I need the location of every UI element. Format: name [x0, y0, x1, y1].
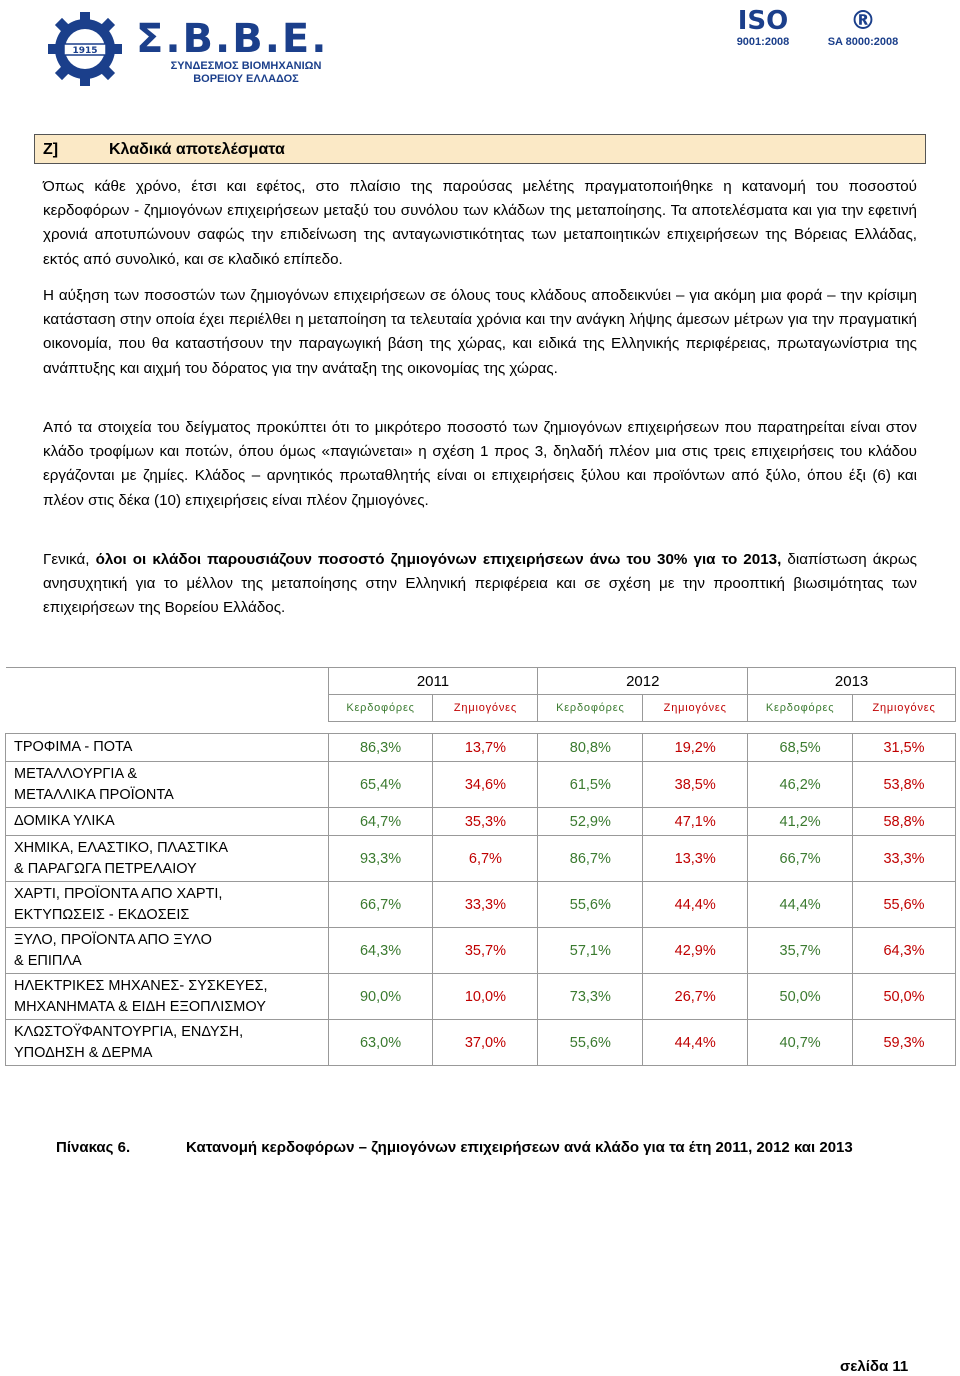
category-name	[6, 836, 329, 882]
loss-header-2012: Ζημιογόνες	[643, 695, 748, 722]
registered-icon: ®	[850, 6, 876, 36]
page-number: σελίδα 11	[840, 1358, 909, 1375]
category-name	[6, 808, 329, 836]
profit-value: 86,7%	[538, 836, 643, 882]
profit-header-2011: Κερδοφόρες	[328, 695, 433, 722]
profit-value: 73,3%	[538, 974, 643, 1020]
profit-value: 35,7%	[748, 928, 853, 974]
paragraph-2: Η αύξηση των ποσοστών των ζημιογόνων επιχειρήσεων σε όλους τους κλάδους αποδεικνύει – για ακόμη μια φορά – την κρίσιμη κατάσταση στην οποία έχει περιέλθει η μεταποίηση τα τελευταία χρόνια και την ανάγκη λήψης άμεσων μέτρων για την πραγματική οικονομία, που θα καταστήσουν την παραγωγική βάση της χώρας, και ειδικά της Ελληνικής περιφέρειας, πρωταγωνίστρια της ανάπτυξης και αιχμή του δόρατος για την ανάταξη της οικονομίας της χώρας.	[43, 287, 917, 377]
category-line1: ΞΥΛΟ, ΠΡΟΪΟΝΤΑ ΑΠΟ ΞΥΛΟ	[14, 931, 212, 948]
loss-value: 19,2%	[643, 734, 748, 762]
profit-value: 64,7%	[328, 808, 433, 836]
table-row	[6, 928, 956, 974]
category-line2: & ΠΑΡΑΓΩΓΑ ΠΕΤΡΕΛΑΙΟΥ	[14, 860, 197, 877]
loss-value: 31,5%	[853, 734, 956, 762]
loss-value: 58,8%	[853, 808, 956, 836]
profit-value: 90,0%	[328, 974, 433, 1020]
profit-value: 50,0%	[748, 974, 853, 1020]
category-line2: ΕΚΤΥΠΩΣΕΙΣ - ΕΚΔΟΣΕΙΣ	[14, 906, 190, 923]
loss-value: 34,6%	[433, 762, 538, 808]
profit-value: 63,0%	[328, 1020, 433, 1066]
iso-mark: ISO	[737, 6, 789, 36]
table-row	[6, 974, 956, 1020]
category-name	[6, 928, 329, 974]
table-row	[6, 762, 956, 808]
loss-value: 13,7%	[433, 734, 538, 762]
gear-logo-icon	[44, 10, 126, 88]
table-caption-label: Πίνακας 6.	[56, 1139, 131, 1156]
profit-value: 55,6%	[538, 1020, 643, 1066]
logo-year: 1915	[72, 46, 98, 56]
loss-value: 50,0%	[853, 974, 956, 1020]
p4-end: διαπίστωση άκρως ανησυχητική για το μέλλον της μεταποίησης στην Ελληνική περιφέρεια και σε σχέση με την προοπτική βιωσιμότητας των επιχειρήσεων της Βορείου Ελλάδος.	[43, 551, 917, 617]
category-name	[6, 882, 329, 928]
year-2013: 2013	[748, 668, 956, 695]
section-heading	[34, 134, 926, 164]
loss-value: 55,6%	[853, 882, 956, 928]
loss-value: 35,3%	[433, 808, 538, 836]
logo-letters: Σ.Β.Β.Ε.	[136, 16, 329, 62]
loss-value: 47,1%	[643, 808, 748, 836]
loss-header-2011: Ζημιογόνες	[433, 695, 538, 722]
table-row	[6, 882, 956, 928]
loss-value: 33,3%	[433, 882, 538, 928]
table-row	[6, 1020, 956, 1066]
category-name	[6, 762, 329, 808]
loss-value: 44,4%	[643, 882, 748, 928]
profit-value: 66,7%	[328, 882, 433, 928]
category-line1: ΜΕΤΑΛΛΟΥΡΓΙΑ &	[14, 765, 138, 782]
loss-value: 44,4%	[643, 1020, 748, 1066]
subheader-row	[6, 695, 956, 722]
profit-value: 66,7%	[748, 836, 853, 882]
category-name	[6, 974, 329, 1020]
sa-certification	[818, 6, 908, 60]
category-line2: & ΕΠΙΠΛΑ	[14, 952, 82, 969]
loss-value: 38,5%	[643, 762, 748, 808]
profit-value: 61,5%	[538, 762, 643, 808]
loss-value: 35,7%	[433, 928, 538, 974]
sa-code: SA 8000:2008	[827, 36, 899, 48]
category-line2: ΥΠΟΔΗΣΗ & ΔΕΡΜΑ	[14, 1044, 153, 1061]
p4-start: Γενικά,	[43, 551, 96, 568]
table-row	[6, 836, 956, 882]
category-line1: ΧΑΡΤΙ, ΠΡΟΪΟΝΤΑ ΑΠΟ ΧΑΡΤΙ,	[14, 885, 223, 902]
section-label: Z]	[43, 141, 59, 158]
profit-value: 80,8%	[538, 734, 643, 762]
paragraph-3: Από τα στοιχεία του δείγματος προκύπτει ότι το μικρότερο ποσοστό των ζημιογόνων επιχειρήσεων που παρατηρείται είναι στον κλάδο τροφίμων και ποτών, όπου όμως «παγιώνεται» η σχέση 1 προς 3, δηλαδή πλέον μια στις τρεις επιχειρήσεις του κλάδου εργάζονται με ζημίες. Κλάδος – αρνητικός πρωταθλητής είναι οι επιχειρήσεις ξύλου και προϊόντων από ξύλο, όπου έξι (6) και πλέον στις δέκα (10) επιχειρήσεις είναι πλέον ζημιογόνες.	[43, 419, 917, 509]
profit-value: 41,2%	[748, 808, 853, 836]
loss-value: 37,0%	[433, 1020, 538, 1066]
profit-value: 55,6%	[538, 882, 643, 928]
category-line1: ΚΛΩΣΤΟΫΦΑΝΤΟΥΡΓΙΑ, ΕΝΔΥΣΗ,	[14, 1023, 244, 1040]
profit-value: 46,2%	[748, 762, 853, 808]
profit-value: 68,5%	[748, 734, 853, 762]
sbbe-logo	[44, 10, 344, 90]
profit-value: 57,1%	[538, 928, 643, 974]
category-line1: ΤΡΟΦΙΜΑ - ΠΟΤΑ	[14, 739, 133, 755]
table-caption-text: Κατανομή κερδοφόρων – ζημιογόνων επιχειρήσεων ανά κλάδο για τα έτη 2011, 2012 και 2013	[186, 1139, 853, 1156]
profit-value: 93,3%	[328, 836, 433, 882]
category-line1: ΔΟΜΙΚΑ ΥΛΙΚΑ	[14, 813, 115, 829]
category-name	[6, 1020, 329, 1066]
loss-value: 10,0%	[433, 974, 538, 1020]
year-header-row	[6, 668, 956, 695]
loss-value: 6,7%	[433, 836, 538, 882]
category-line1: ΗΛΕΚΤΡΙΚΕΣ ΜΗΧΑΝΕΣ- ΣΥΣΚΕΥΕΣ,	[14, 977, 268, 994]
logo-sub-line2: ΒΟΡΕΙΟΥ ΕΛΛΑΔΟΣ	[193, 73, 299, 85]
paragraph-4	[43, 548, 917, 621]
logo-subtitle	[136, 60, 356, 86]
table-row	[6, 734, 956, 762]
section-title: Κλαδικά αποτελέσματα	[109, 141, 285, 158]
profit-value: 40,7%	[748, 1020, 853, 1066]
loss-value: 53,8%	[853, 762, 956, 808]
profit-value: 44,4%	[748, 882, 853, 928]
profit-header-2013: Κερδοφόρες	[748, 695, 853, 722]
loss-header-2013: Ζημιογόνες	[853, 695, 956, 722]
logo-sub-line1: ΣΥΝΔΕΣΜΟΣ ΒΙΟΜΗΧΑΝΙΩΝ	[170, 60, 322, 72]
category-line2: ΜΗΧΑΝΗΜΑΤΑ & ΕΙΔΗ ΕΞΟΠΛΙΣΜΟΥ	[14, 998, 266, 1015]
year-2011: 2011	[328, 668, 538, 695]
p4-bold: όλοι οι κλάδοι παρουσιάζουν ποσοστό ζημιογόνων επιχειρήσεων άνω του 30% για το 2013,	[95, 551, 782, 568]
iso-code: 9001:2008	[736, 36, 790, 48]
loss-value: 59,3%	[853, 1020, 956, 1066]
year-2012: 2012	[538, 668, 748, 695]
category-line2: ΜΕΤΑΛΛΙΚΑ ΠΡΟΪΟΝΤΑ	[14, 786, 174, 803]
profit-value: 52,9%	[538, 808, 643, 836]
category-line1: ΧΗΜΙΚΑ, ΕΛΑΣΤΙΚΟ, ΠΛΑΣΤΙΚΑ	[14, 839, 229, 856]
category-name	[6, 734, 329, 762]
loss-value: 42,9%	[643, 928, 748, 974]
profit-loss-table	[5, 667, 956, 1066]
table-row	[6, 808, 956, 836]
profit-value: 64,3%	[328, 928, 433, 974]
iso-certification	[728, 6, 798, 60]
paragraph-1: Όπως κάθε χρόνο, έτσι και εφέτος, στο πλαίσιο της παρούσας μελέτης πραγματοποιήθηκε η κατανομή του ποσοστού κερδοφόρων - ζημιογόνων επιχειρήσεων μεταξύ του συνόλου των κλάδων της μεταποίησης. Τα αποτελέσματα και για την εφετινή χρονιά αποτυπώνουν σαφώς την επιδείνωση της ανταγωνιστικότητας των μεταποιητικών επιχειρήσεων της Βόρειας Ελλάδας, εκτός από συνολικό, και σε κλαδικό επίπεδο.	[43, 178, 917, 268]
loss-value: 13,3%	[643, 836, 748, 882]
profit-value: 86,3%	[328, 734, 433, 762]
profit-value: 65,4%	[328, 762, 433, 808]
loss-value: 64,3%	[853, 928, 956, 974]
loss-value: 33,3%	[853, 836, 956, 882]
profit-header-2012: Κερδοφόρες	[538, 695, 643, 722]
loss-value: 26,7%	[643, 974, 748, 1020]
